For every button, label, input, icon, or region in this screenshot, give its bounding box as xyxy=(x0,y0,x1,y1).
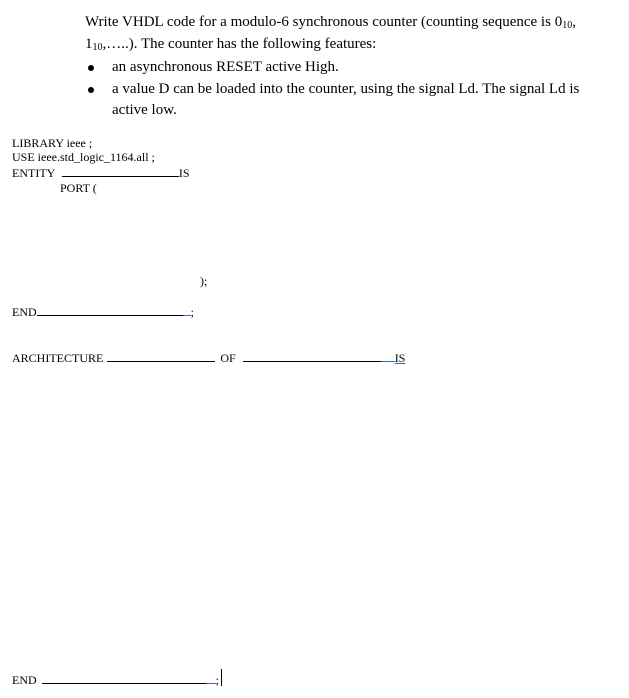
question-line-1-text: Write VHDL code for a modulo-6 synchronous counter (counting sequence is 0 xyxy=(85,14,563,30)
port-close: ); xyxy=(200,274,208,288)
end-architecture-link-underline xyxy=(206,672,216,684)
end-architecture-semicolon: ; xyxy=(215,673,220,687)
architecture-keyword: ARCHITECTURE xyxy=(12,351,104,365)
entity-keyword: ENTITY xyxy=(12,166,55,180)
architecture-name-blank[interactable] xyxy=(107,350,215,362)
question-line-1-sub: 10 xyxy=(562,20,573,31)
question-line-2-text: ,…..). The counter has the following features: xyxy=(102,36,377,52)
port-line: PORT ( xyxy=(60,181,97,195)
question-line-1-suffix: , xyxy=(572,14,576,30)
bullet-item-2-continued: active low. xyxy=(112,102,177,118)
text-cursor xyxy=(221,669,222,686)
end-entity-link-underline xyxy=(183,304,191,316)
bullet-dot-1 xyxy=(88,65,94,71)
question-line-1 xyxy=(85,12,576,33)
architecture-body-area[interactable] xyxy=(12,372,612,662)
bullet-item-1: an asynchronous RESET active High. xyxy=(112,59,339,75)
architecture-is-keyword: IS xyxy=(394,351,406,365)
bullet-dot-2 xyxy=(88,87,94,93)
architecture-of-keyword: OF xyxy=(220,351,236,365)
question-line-2-prefix: 1 xyxy=(85,36,93,52)
entity-is-keyword: IS xyxy=(178,166,190,180)
question-line-2-sub: 10 xyxy=(92,42,103,53)
end-entity-keyword: END xyxy=(12,305,37,319)
end-architecture-blank[interactable] xyxy=(42,672,206,684)
end-entity-line xyxy=(12,304,194,319)
end-architecture-keyword: END xyxy=(12,673,37,687)
end-entity-blank[interactable] xyxy=(37,304,183,316)
end-entity-semicolon: ; xyxy=(190,305,195,319)
architecture-entity-blank[interactable] xyxy=(243,350,381,362)
bullet-item-2: a value D can be loaded into the counter, using the signal Ld. The signal Ld is xyxy=(112,81,580,97)
port-declaration-area[interactable] xyxy=(60,198,360,268)
library-line: LIBRARY ieee ; xyxy=(12,136,93,150)
entity-line xyxy=(12,165,190,180)
entity-name-blank[interactable] xyxy=(62,165,179,177)
architecture-link-underline xyxy=(381,350,395,362)
question-line-2 xyxy=(85,34,376,55)
architecture-line xyxy=(12,350,405,365)
end-architecture-line xyxy=(12,672,219,687)
use-line: USE ieee.std_logic_1164.all ; xyxy=(12,150,155,164)
